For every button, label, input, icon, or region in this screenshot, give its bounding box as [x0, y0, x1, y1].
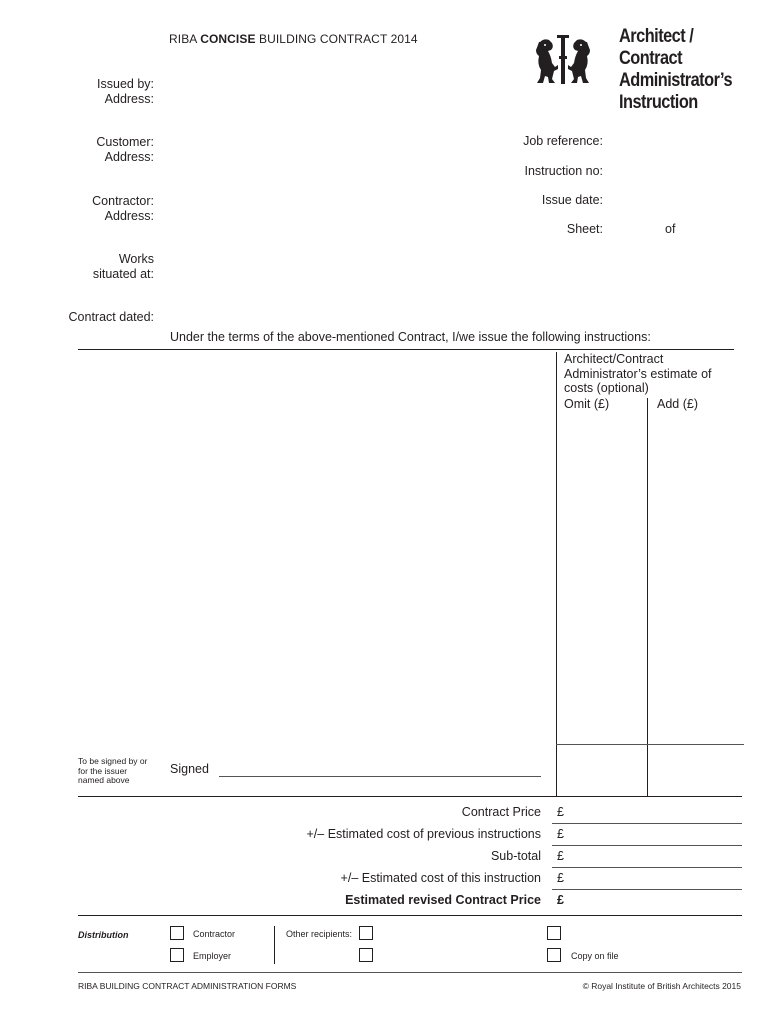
job-reference-label: Job reference: [523, 134, 603, 148]
heading-line-1: Architect / [619, 26, 694, 47]
series-bold: CONCISE [200, 32, 256, 46]
signature-note: To be signed by or for the issuer named above [78, 756, 148, 785]
customer-text: Customer: [96, 135, 154, 149]
summary-label: Contract Price [461, 805, 541, 819]
issue-date-label: Issue date: [541, 193, 603, 207]
instructions-intro: Under the terms of the above-mentioned Contract, I/we issue the following instructions: [170, 330, 651, 344]
sheet-label: Sheet: [566, 222, 603, 236]
summary-rule [552, 889, 742, 890]
customer-label [96, 135, 154, 165]
issued-by-text: Issued by: [97, 77, 154, 91]
omit-amount-area[interactable] [558, 414, 646, 742]
form-series-title [169, 32, 418, 46]
heading-line-4: Instruction [619, 92, 698, 113]
footer-left: RIBA BUILDING CONTRACT ADMINISTRATION FORMS [78, 981, 297, 991]
contract-dated-label [69, 310, 154, 325]
pound-symbol: £ [557, 827, 564, 841]
summary-rule [552, 823, 742, 824]
summary-rule [552, 845, 742, 846]
estimate-heading: Architect/Contract Administrator’s estimate of costs (optional) [564, 352, 712, 395]
summary-label: Sub-total [490, 849, 541, 863]
works-line-1: Works [118, 252, 154, 266]
estimate-mid-divider [647, 398, 648, 796]
contractor-checkbox-label: Contractor [193, 929, 236, 939]
copy-on-file-checkbox[interactable] [547, 948, 561, 962]
pound-symbol: £ [557, 893, 564, 907]
summary-label: +/– Estimated cost of this instruction [340, 871, 541, 885]
contractor-label [92, 194, 154, 224]
add-column-label: Add (£) [657, 397, 698, 411]
works-situated-label [93, 252, 154, 282]
works-line-2: situated at: [92, 267, 154, 281]
instruction-no-label: Instruction no: [524, 164, 603, 178]
pound-symbol: £ [557, 849, 564, 863]
distribution-label: Distribution [78, 930, 129, 940]
other-recipient-checkbox-3[interactable] [547, 926, 561, 940]
distribution-divider [274, 926, 275, 964]
contractor-text: Contractor: [92, 194, 154, 208]
form-heading [619, 26, 732, 114]
employer-checkbox[interactable] [170, 948, 184, 962]
signed-label: Signed [170, 762, 209, 776]
other-recipients-label: Other recipients: [286, 929, 353, 939]
issued-address-text: Address: [104, 92, 154, 106]
summary-top-rule [78, 796, 742, 797]
copy-on-file-label: Copy on file [571, 951, 619, 961]
summary-label: +/– Estimated cost of previous instructions [306, 827, 541, 841]
customer-address-text: Address: [104, 150, 154, 164]
omit-column-label: Omit (£) [564, 397, 610, 411]
estimate-left-divider [556, 352, 557, 796]
instructions-text-area[interactable] [78, 352, 548, 744]
footer-rule [78, 972, 742, 973]
footer-right: © Royal Institute of British Architects 2015 [582, 981, 741, 991]
employer-checkbox-label: Employer [193, 951, 232, 961]
distribution-top-rule [78, 915, 742, 916]
sheet-of-label: of [665, 222, 676, 236]
heading-line-2: Contract [619, 48, 683, 69]
summary-label: Estimated revised Contract Price [345, 893, 541, 907]
estimate-total-rule [556, 744, 744, 745]
other-recipient-checkbox-2[interactable] [359, 948, 373, 962]
other-recipient-checkbox-1[interactable] [359, 926, 373, 940]
instructions-top-rule [78, 349, 734, 350]
series-suffix: BUILDING CONTRACT 2014 [259, 32, 418, 46]
summary-rule [552, 867, 742, 868]
add-amount-area[interactable] [649, 414, 743, 742]
signature-line[interactable] [219, 776, 541, 777]
pound-symbol: £ [557, 871, 564, 885]
series-prefix: RIBA [169, 32, 197, 46]
issued-by-label [97, 77, 154, 107]
pound-symbol: £ [557, 805, 564, 819]
contractor-address-text: Address: [104, 209, 154, 223]
contract-dated-text: Contract dated: [68, 310, 154, 324]
riba-lions-crest-icon [530, 34, 596, 86]
contractor-checkbox[interactable] [170, 926, 184, 940]
heading-line-3: Administrator’s [619, 70, 733, 91]
